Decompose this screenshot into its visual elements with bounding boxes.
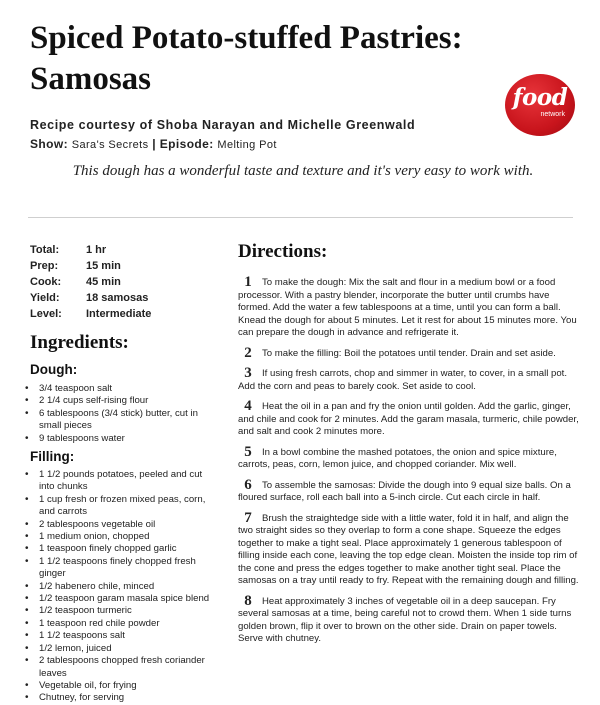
recipe-credit: Recipe courtesy of Shoba Narayan and Michelle Greenwald bbox=[30, 118, 416, 132]
meta-label: Level: bbox=[30, 308, 62, 320]
step-number: 2 bbox=[244, 344, 252, 361]
step-number: 7 bbox=[244, 509, 252, 526]
directions-heading: Directions: bbox=[238, 241, 328, 262]
direction-step bbox=[238, 276, 583, 340]
meta-row-prep bbox=[30, 258, 210, 274]
direction-step bbox=[238, 476, 583, 505]
step-text: Heat approximately 3 inches of vegetable oil in a deep saucepan. Fry several samosas at a time, being careful not to crowd them. When 1 side turns golden brown, flip it over to brown on the other side. Drain on paper towels. Serve with chutney. bbox=[238, 595, 572, 644]
show-label: Show: bbox=[30, 137, 68, 151]
step-text: To make the dough: Mix the salt and flour in a medium bowl or a food processor. With a pastry blender, incorporate the butter until crumbs have formed. Add the water a few tablespoons at a time, until you can form a ball. Knead the dough for about 5 minutes. Let it rest for about 15 minutes more. You can prepare the dough in advance and refrigerate it. bbox=[238, 277, 577, 338]
meta-label: Yield: bbox=[30, 292, 60, 304]
logo-word: food bbox=[512, 84, 568, 111]
direction-step bbox=[238, 443, 583, 472]
list-item: • 6 tablespoons (3/4 stick) butter, cut in small pieces bbox=[24, 408, 214, 433]
logo-sub: network bbox=[540, 111, 565, 118]
show-value: Sara's Secrets bbox=[71, 139, 149, 151]
step-number: 8 bbox=[244, 592, 252, 609]
meta-value: Intermediate bbox=[86, 308, 152, 320]
meta-label: Total: bbox=[30, 244, 60, 256]
direction-step bbox=[238, 592, 583, 646]
list-item: • 1/2 teaspoon garam masala spice blend bbox=[24, 593, 219, 605]
list-item: • 2 1/4 cups self-rising flour bbox=[24, 395, 214, 407]
ingredients-heading: Ingredients: bbox=[30, 332, 129, 353]
meta-value: 45 min bbox=[86, 276, 121, 288]
meta-row-cook bbox=[30, 274, 210, 290]
filling-list bbox=[24, 469, 219, 705]
list-item: • 1/2 lemon, juiced bbox=[24, 643, 219, 655]
list-item: • 1 1/2 pounds potatoes, peeled and cut into chunks bbox=[24, 469, 219, 494]
direction-step bbox=[238, 400, 583, 439]
step-number: 3 bbox=[244, 365, 252, 381]
recipe-title: Spiced Potato-stuffed Pastries: Samosas bbox=[30, 20, 463, 97]
list-item: • 1 cup fresh or frozen mixed peas, corn, and carrots bbox=[24, 494, 219, 519]
meta-value: 15 min bbox=[86, 260, 121, 272]
direction-step bbox=[238, 344, 583, 361]
food-network-logo bbox=[505, 74, 575, 136]
list-item: • Chutney, for serving bbox=[24, 692, 219, 704]
meta-value: 1 hr bbox=[86, 244, 107, 256]
dough-list bbox=[24, 383, 214, 445]
step-text: To assemble the samosas: Divide the dough into 9 equal size balls. On a floured surface, roll each ball into a 5-inch circle. Cut each circle in half. bbox=[238, 479, 571, 503]
show-episode-line bbox=[30, 137, 277, 151]
step-text: If using fresh carrots, chop and simmer in water, to cover, in a small pot. Add the corn and peas to barely cook. Set aside to cool. bbox=[238, 368, 567, 392]
step-number: 4 bbox=[244, 398, 252, 414]
list-item: • 1 1/2 teaspoons finely chopped fresh ginger bbox=[24, 556, 219, 581]
list-item: • 1/2 habenero chile, minced bbox=[24, 581, 219, 593]
step-text: Brush the straightedge side with a little water, fold it in half, and align the two straight sides so they overlap to form a cone shape. Squeeze the edges together to make a tight seal. Place approximately 1 generous tablespoon of filling inside each cone, leaving the top edge clean. Moisten the inside top rim of the cone and press the edges together to make another tight seal. Place the samosas on a tray until ready to fry. Repeat with the remaining dough and filling. bbox=[238, 512, 579, 586]
directions-list bbox=[238, 276, 583, 653]
dough-heading: Dough: bbox=[30, 362, 78, 377]
list-item: • 1 teaspoon red chile powder bbox=[24, 618, 219, 630]
step-text: Heat the oil in a pan and fry the onion until golden. Add the garlic, ginger, and chile and cook for 2 minutes. Add the garam masala, turmeric, chile powder, and salt and cook 2 minutes more. bbox=[238, 401, 579, 437]
list-item: • 9 tablespoons water bbox=[24, 433, 214, 445]
recipe-meta bbox=[30, 242, 210, 322]
list-item: • 2 tablespoons chopped fresh coriander leaves bbox=[24, 655, 219, 680]
episode-label: Episode: bbox=[159, 137, 214, 151]
show-separator: | bbox=[148, 137, 160, 151]
step-number: 6 bbox=[244, 476, 252, 493]
episode-value: Melting Pot bbox=[217, 139, 277, 151]
meta-row-total bbox=[30, 242, 210, 258]
step-number: 1 bbox=[244, 274, 252, 290]
list-item: • 1 1/2 teaspoons salt bbox=[24, 630, 219, 642]
list-item: • 1/2 teaspoon turmeric bbox=[24, 605, 219, 617]
meta-row-yield bbox=[30, 290, 210, 306]
filling-heading: Filling: bbox=[30, 449, 75, 464]
section-divider bbox=[28, 217, 573, 218]
list-item: • Vegetable oil, for frying bbox=[24, 680, 219, 692]
list-item: • 1 teaspoon finely chopped garlic bbox=[24, 543, 219, 555]
direction-step bbox=[238, 509, 583, 588]
step-text: To make the filling: Boil the potatoes until tender. Drain and set aside. bbox=[262, 347, 556, 359]
meta-label: Cook: bbox=[30, 276, 62, 288]
meta-label: Prep: bbox=[30, 260, 59, 272]
list-item: • 1 medium onion, chopped bbox=[24, 531, 219, 543]
recipe-intro: This dough has a wonderful taste and texture and it's very easy to work with. bbox=[72, 163, 534, 179]
list-item: • 2 tablespoons vegetable oil bbox=[24, 519, 219, 531]
step-number: 5 bbox=[244, 443, 252, 460]
meta-row-level bbox=[30, 306, 210, 322]
list-item: • 3/4 teaspoon salt bbox=[24, 383, 214, 395]
step-text: In a bowl combine the mashed potatoes, the onion and spice mixture, carrots, peas, corn, lemon juice, and chopped coriander. Mix well. bbox=[238, 446, 557, 470]
meta-value: 18 samosas bbox=[86, 292, 149, 304]
direction-step bbox=[238, 367, 583, 393]
